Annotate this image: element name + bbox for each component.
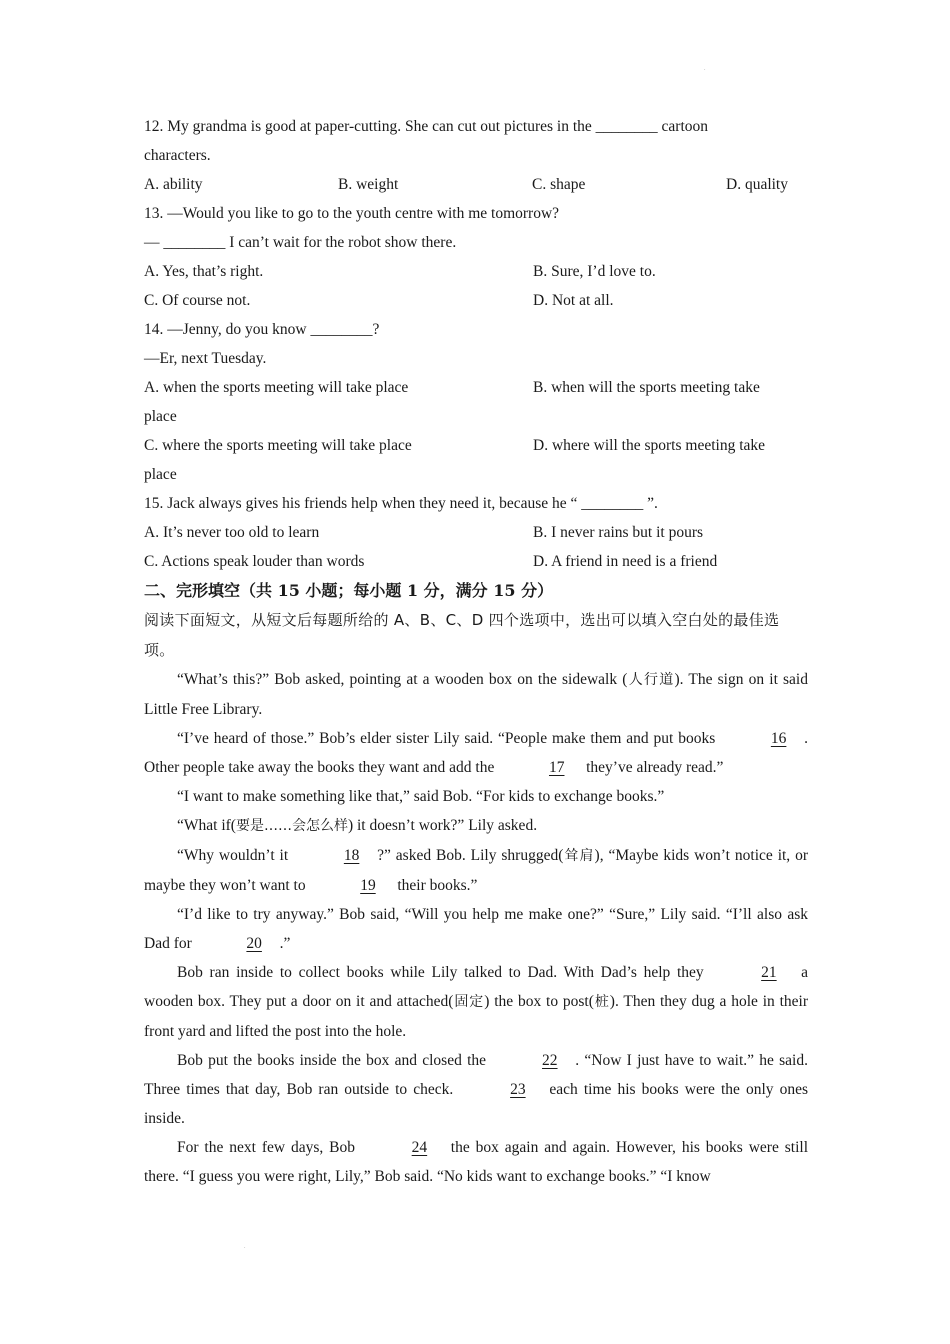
exam-page [144, 112, 808, 1191]
blank-22: 22 [542, 1052, 558, 1069]
passage-paragraph-2: “I’ve heard of those.” Bob’s elder sister Lily said. “People make them and put books 16 . Other people take away the books they want and add the 17 they’ve already read.” [144, 724, 808, 782]
option-a: A. ability [144, 176, 203, 193]
passage-paragraph-3: “I want to make something like that,” said Bob. “For kids to exchange books.” [177, 788, 665, 805]
option-c: C. where the sports meeting will take place [144, 437, 412, 454]
option-c: C. shape [532, 176, 586, 193]
passage-paragraph-7: Bob ran inside to collect books while Lily talked to Dad. With Dad’s help they 21 a wooden box. They put a door on it and attached(固定) the box to post(桩). Then they dug a hole in their front yard and lifted the post into the hole. [144, 958, 808, 1046]
option-a: A. Yes, that’s right. [144, 263, 264, 280]
option-b: B. when will the sports meeting take [533, 379, 760, 396]
question-13-options-row2 [144, 286, 808, 315]
option-b: B. I never rains but it pours [533, 524, 704, 541]
option-b-wrap: place [144, 408, 177, 425]
blank-21: 21 [761, 964, 777, 981]
section-instructions: 阅读下面短文，从短文后每题所给的 A、B、C、D 四个选项中，选出可以填入空白处的最佳选项。 [144, 611, 780, 659]
passage-paragraph-9: For the next few days, Bob 24 the box again and again. However, his books were still there. “I guess you were right, Lily,” Bob said. “No kids want to exchange books.” “I know [144, 1133, 808, 1191]
passage-paragraph-4: “What if(要是……会怎么样) it doesn’t work?” Lily asked. [177, 817, 538, 834]
option-c: C. Of course not. [144, 292, 251, 309]
passage-paragraph-8: Bob put the books inside the box and closed the 22 . “Now I just have to wait.” he said. Three times that day, Bob ran outside to check. 23 each time his books were the only ones inside. [144, 1046, 808, 1133]
question-14-reply: —Er, next Tuesday. [144, 350, 267, 367]
option-d: D. A friend in need is a friend [533, 553, 718, 570]
question-14-options-row1 [144, 373, 808, 402]
question-15-options-row2 [144, 547, 808, 576]
section-title: 二、完形填空（共 15 小题；每小题 1 分，满分 15 分） [144, 581, 554, 600]
question-13-stem: 13. —Would you like to go to the youth centre with me tomorrow? [144, 205, 560, 222]
question-12-stem: 12. My grandma is good at paper-cutting. She can cut out pictures in the ________ cartoon [144, 118, 709, 135]
passage-paragraph-6: “I’d like to try anyway.” Bob said, “Will you help me make one?” “Sure,” Lily said. “I’ll also ask Dad for 20 .” [144, 900, 808, 958]
blank-16: 16 [770, 730, 787, 747]
blank-23: 23 [510, 1081, 526, 1098]
question-14-stem: 14. —Jenny, do you know ________? [144, 321, 380, 338]
option-d: D. Not at all. [533, 292, 614, 309]
option-a: A. when the sports meeting will take place [144, 379, 409, 396]
question-12-stem-cont: characters. [144, 147, 211, 164]
passage-paragraph-1: “What’s this?” Bob asked, pointing at a wooden box on the sidewalk (人行道). The sign on it said Little Free Library. [144, 671, 808, 718]
blank-17: 17 [548, 759, 565, 776]
option-d: D. where will the sports meeting take [533, 437, 766, 454]
question-15-stem: 15. Jack always gives his friends help when they need it, because he “ ________ ”. [144, 495, 658, 512]
option-d-wrap: place [144, 466, 177, 483]
blank-20: 20 [246, 935, 262, 952]
blank-24: 24 [411, 1139, 428, 1156]
question-14-options-row2 [144, 431, 808, 460]
option-b: B. weight [338, 176, 399, 193]
question-13-reply: — ________ I can’t wait for the robot show there. [144, 234, 457, 251]
blank-18: 18 [343, 847, 360, 864]
blank-19: 19 [360, 877, 376, 894]
question-13-options-row1 [144, 257, 808, 286]
question-15-options-row1 [144, 518, 808, 547]
option-c: C. Actions speak louder than words [144, 553, 365, 570]
option-d: D. quality [726, 176, 788, 193]
question-12-options [144, 170, 808, 199]
scan-dot: . [704, 66, 706, 72]
passage-paragraph-5: “Why wouldn’t it 18 ?” asked Bob. Lily shrugged(耸肩), “Maybe kids won’t notice it, or maybe they won’t want to 19 their books.” [144, 841, 808, 900]
scan-dot: . [244, 1244, 246, 1250]
option-a: A. It’s never too old to learn [144, 524, 320, 541]
option-b: B. Sure, I’d love to. [533, 263, 656, 280]
